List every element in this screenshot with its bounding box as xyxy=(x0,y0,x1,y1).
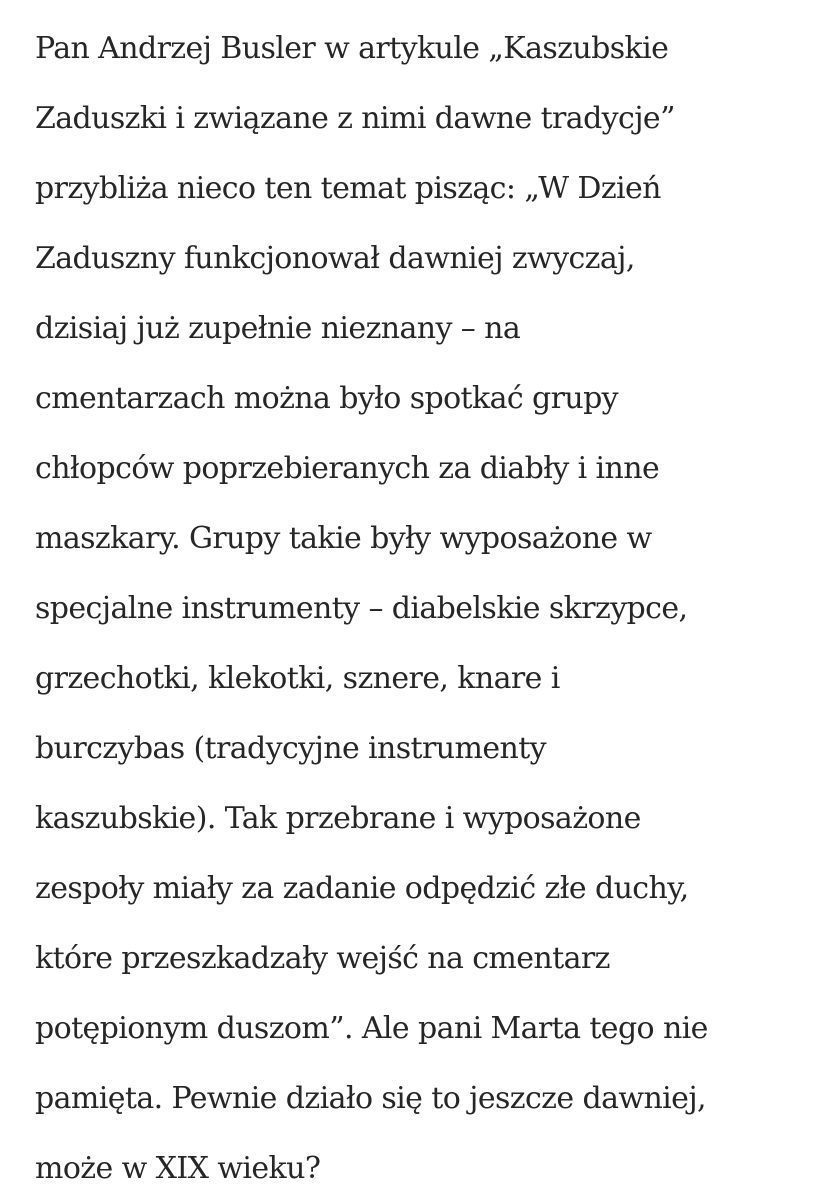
text-line: pamięta. Pewnie działo się to jeszcze dawniej, xyxy=(35,1081,706,1116)
text-line: kaszubskie). Tak przebrane i wyposażone xyxy=(35,801,641,836)
text-line: burczybas (tradycyjne instrumenty xyxy=(35,731,547,766)
text-line: cmentarzach można było spotkać grupy xyxy=(35,381,619,416)
text-line: grzechotki, klekotki, sznere, knare i xyxy=(35,661,560,696)
text-line: potępionym duszom”. Ale pani Marta tego nie xyxy=(35,1011,708,1046)
text-line: dzisiaj już zupełnie nieznany – na xyxy=(35,311,521,346)
text-line: które przeszkadzały wejść na cmentarz xyxy=(35,941,610,976)
text-line: przybliża nieco ten temat pisząc: „W Dzień xyxy=(35,171,661,206)
text-line: Zaduszny funkcjonował dawniej zwyczaj, xyxy=(35,241,635,276)
text-line: chłopców poprzebieranych za diabły i inne xyxy=(35,451,660,486)
text-line: Zaduszki i związane z nimi dawne tradycje” xyxy=(35,101,675,136)
text-line: specjalne instrumenty – diabelskie skrzypce, xyxy=(35,591,688,626)
text-line: może w XIX wieku? xyxy=(35,1151,321,1186)
text-line: Pan Andrzej Busler w artykule „Kaszubskie xyxy=(35,31,669,66)
text-line: maszkary. Grupy takie były wyposażone w xyxy=(35,521,652,556)
text-line: zespoły miały za zadanie odpędzić złe duchy, xyxy=(35,871,689,906)
